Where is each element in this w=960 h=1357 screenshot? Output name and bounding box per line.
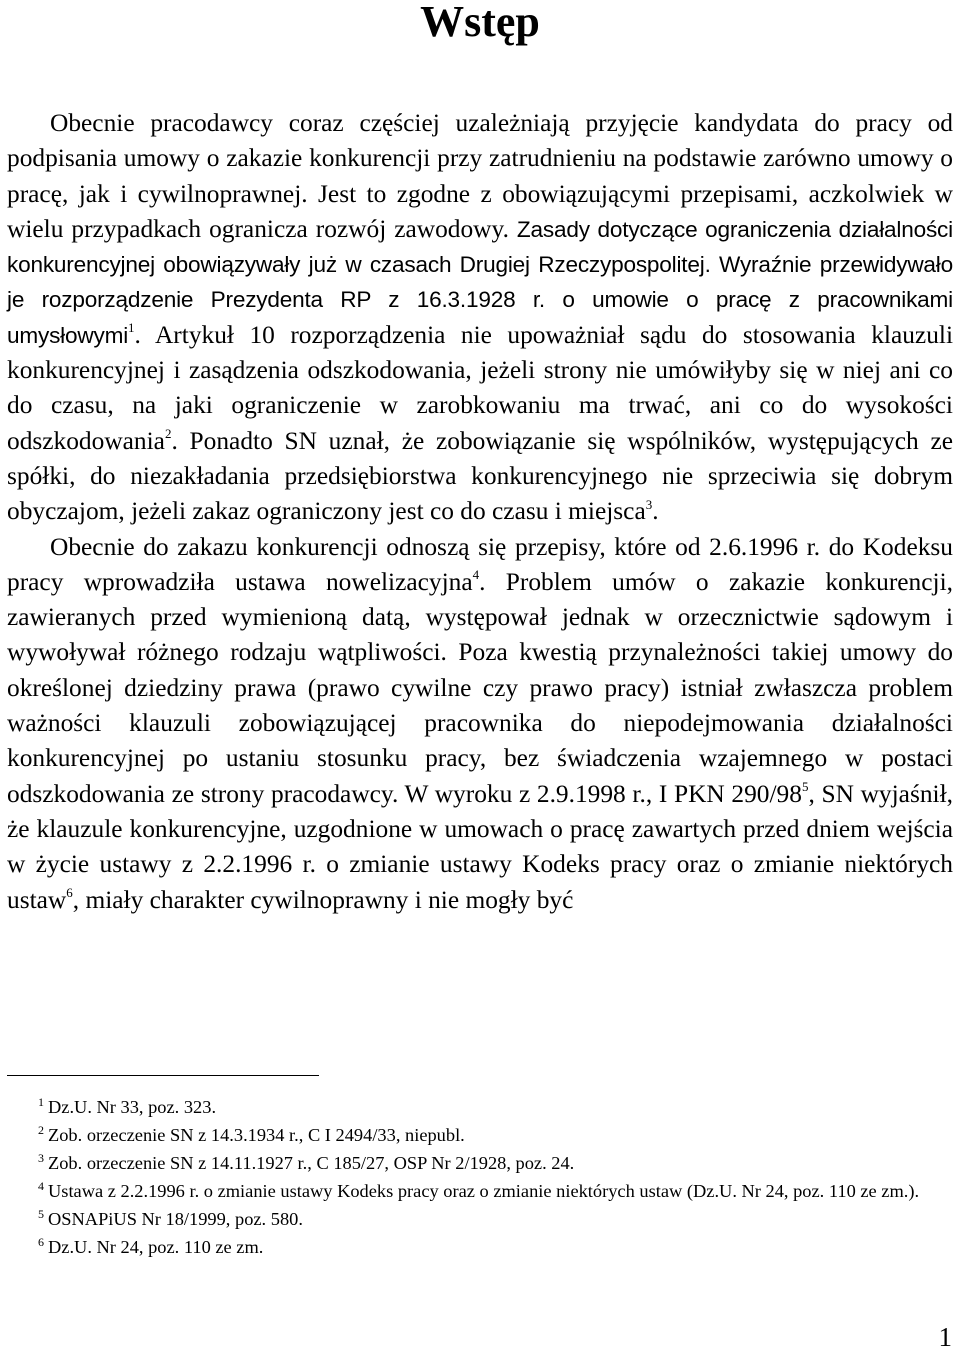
paragraph-current-law	[7, 530, 953, 918]
paragraph-intro	[7, 106, 953, 530]
footnote-ref-1[interactable]: 1	[128, 320, 135, 336]
paragraph-intro-sentence-5: .	[652, 497, 659, 526]
footnote-text: Zob. orzeczenie SN z 14.3.1934 r., C I 2494/33, niepubl.	[48, 1125, 465, 1145]
footnote-item	[7, 1093, 953, 1121]
paragraph-intro-sentence-4: . Ponadto SN uznał, że zobowiązanie się wspólników, występujących ze spółki, do niezakładania przedsiębiorstwa konkurencyjnego nie sprzeciwia się dobrym obyczajom, jeżeli zakaz ograniczony jest co do czasu i miejsca	[7, 426, 953, 526]
paragraph-current-law-sentence-1: Obecnie do zakazu konkurencji odnoszą się przepisy, które od 2.6.1996 r. do Kodeksu pracy wprowadziła ustawa nowelizacyjna	[7, 532, 953, 596]
paragraph-current-law-sentence-4: , miały charakter cywilnoprawny i nie mogły być	[72, 885, 574, 914]
paragraph-intro-sentence-2: Zasady dotyczące ograniczenia działalności konkurencyjnej obowiązywały już w czasach Drugiej Rzeczypospolitej. Wyraźnie przewidywało je rozporządzenie Prezydenta RP z 16.3.1928 r. o umowie o pracę z pracownikami umysłowymi	[7, 216, 953, 348]
main-text	[7, 106, 953, 918]
footnote-number: 6	[38, 1234, 44, 1249]
footnote-item	[7, 1177, 953, 1205]
footnote-text: Zob. orzeczenie SN z 14.11.1927 r., C 185/27, OSP Nr 2/1928, poz. 24.	[48, 1153, 575, 1173]
footnote-item	[7, 1233, 953, 1261]
footnote-number: 4	[38, 1178, 44, 1193]
footnote-number: 2	[38, 1122, 44, 1137]
footnote-text: OSNAPiUS Nr 18/1999, poz. 580.	[48, 1209, 303, 1229]
footnote-text: Dz.U. Nr 33, poz. 323.	[48, 1097, 217, 1117]
footnote-divider	[7, 1075, 319, 1076]
footnote-ref-2[interactable]: 2	[164, 426, 172, 442]
footnote-item	[7, 1149, 953, 1177]
paragraph-current-law-sentence-3: , SN wyjaśnił, że klauzule konkurencyjne, uzgodnione w umowach o pracę zawartych przed dniem wejścia w życie ustawy z 2.2.1996 r. o zmianie ustawy Kodeks pracy oraz o zmianie niektórych ustaw	[7, 779, 953, 914]
footnote-number: 5	[38, 1206, 44, 1221]
paragraph-intro-sentence-1: Obecnie pracodawcy coraz częściej uzależniają przyjęcie kandydata do pracy od podpisania umowy o zakazie konkurencji przy zatrudnieniu na podstawie zarówno umowy o pracę, jak i cywilnoprawnej. Jest to zgodne z obowiązującymi przepisami, aczkolwiek w wielu przypadkach ogranicza rozwój zawodowy.	[7, 109, 953, 243]
page-title: Wstęp	[420, 0, 540, 46]
paragraph-intro-sentence-3: . Artykuł 10 rozporządzenia nie upoważniał sądu do stosowania klauzuli konkurencyjnej i zasądzenia odszkodowania, jeżeli strony nie umówiłyby się w niej ani co do czasu, na jaki ograniczenie w zarobkowaniu ma trwać, ani co do wysokości odszkodowania	[7, 320, 953, 455]
footnote-item	[7, 1205, 953, 1233]
paragraph-current-law-sentence-2: . Problem umów o zakazie konkurencji, zawieranych przed wymienioną datą, występował jednak w orzecznictwie sądowym i wywoływał różnego rodzaju wątpliwości. Poza kwestią przynależności takiej umowy do określonej dziedziny prawa (prawo cywilne czy prawo pracy) istniał zwłaszcza problem ważności klauzuli zobowiązującej pracownika do niepodejmowania działalności konkurencyjnej po ustaniu stosunku pracy, bez świadczenia wzajemnego w postaci odszkodowania ze strony pracodawcy. W wyroku z 2.9.1998 r., I PKN 290/98	[7, 567, 953, 808]
footnote-ref-3[interactable]: 3	[645, 496, 653, 512]
footnote-ref-6[interactable]: 6	[66, 885, 73, 901]
footnote-ref-5[interactable]: 5	[801, 779, 809, 795]
footnote-item	[7, 1121, 953, 1149]
footnote-text: Ustawa z 2.2.1996 r. o zmianie ustawy Kodeks pracy oraz o zmianie niektórych ustaw (Dz.U. Nr 24, poz. 110 ze zm.).	[48, 1181, 920, 1201]
page-number: 1	[938, 1322, 952, 1352]
footnote-text: Dz.U. Nr 24, poz. 110 ze zm.	[48, 1237, 264, 1257]
footnote-ref-4[interactable]: 4	[472, 567, 480, 583]
footnote-number: 3	[38, 1150, 44, 1165]
footnote-number: 1	[38, 1094, 44, 1109]
footnotes-list	[7, 1093, 953, 1261]
